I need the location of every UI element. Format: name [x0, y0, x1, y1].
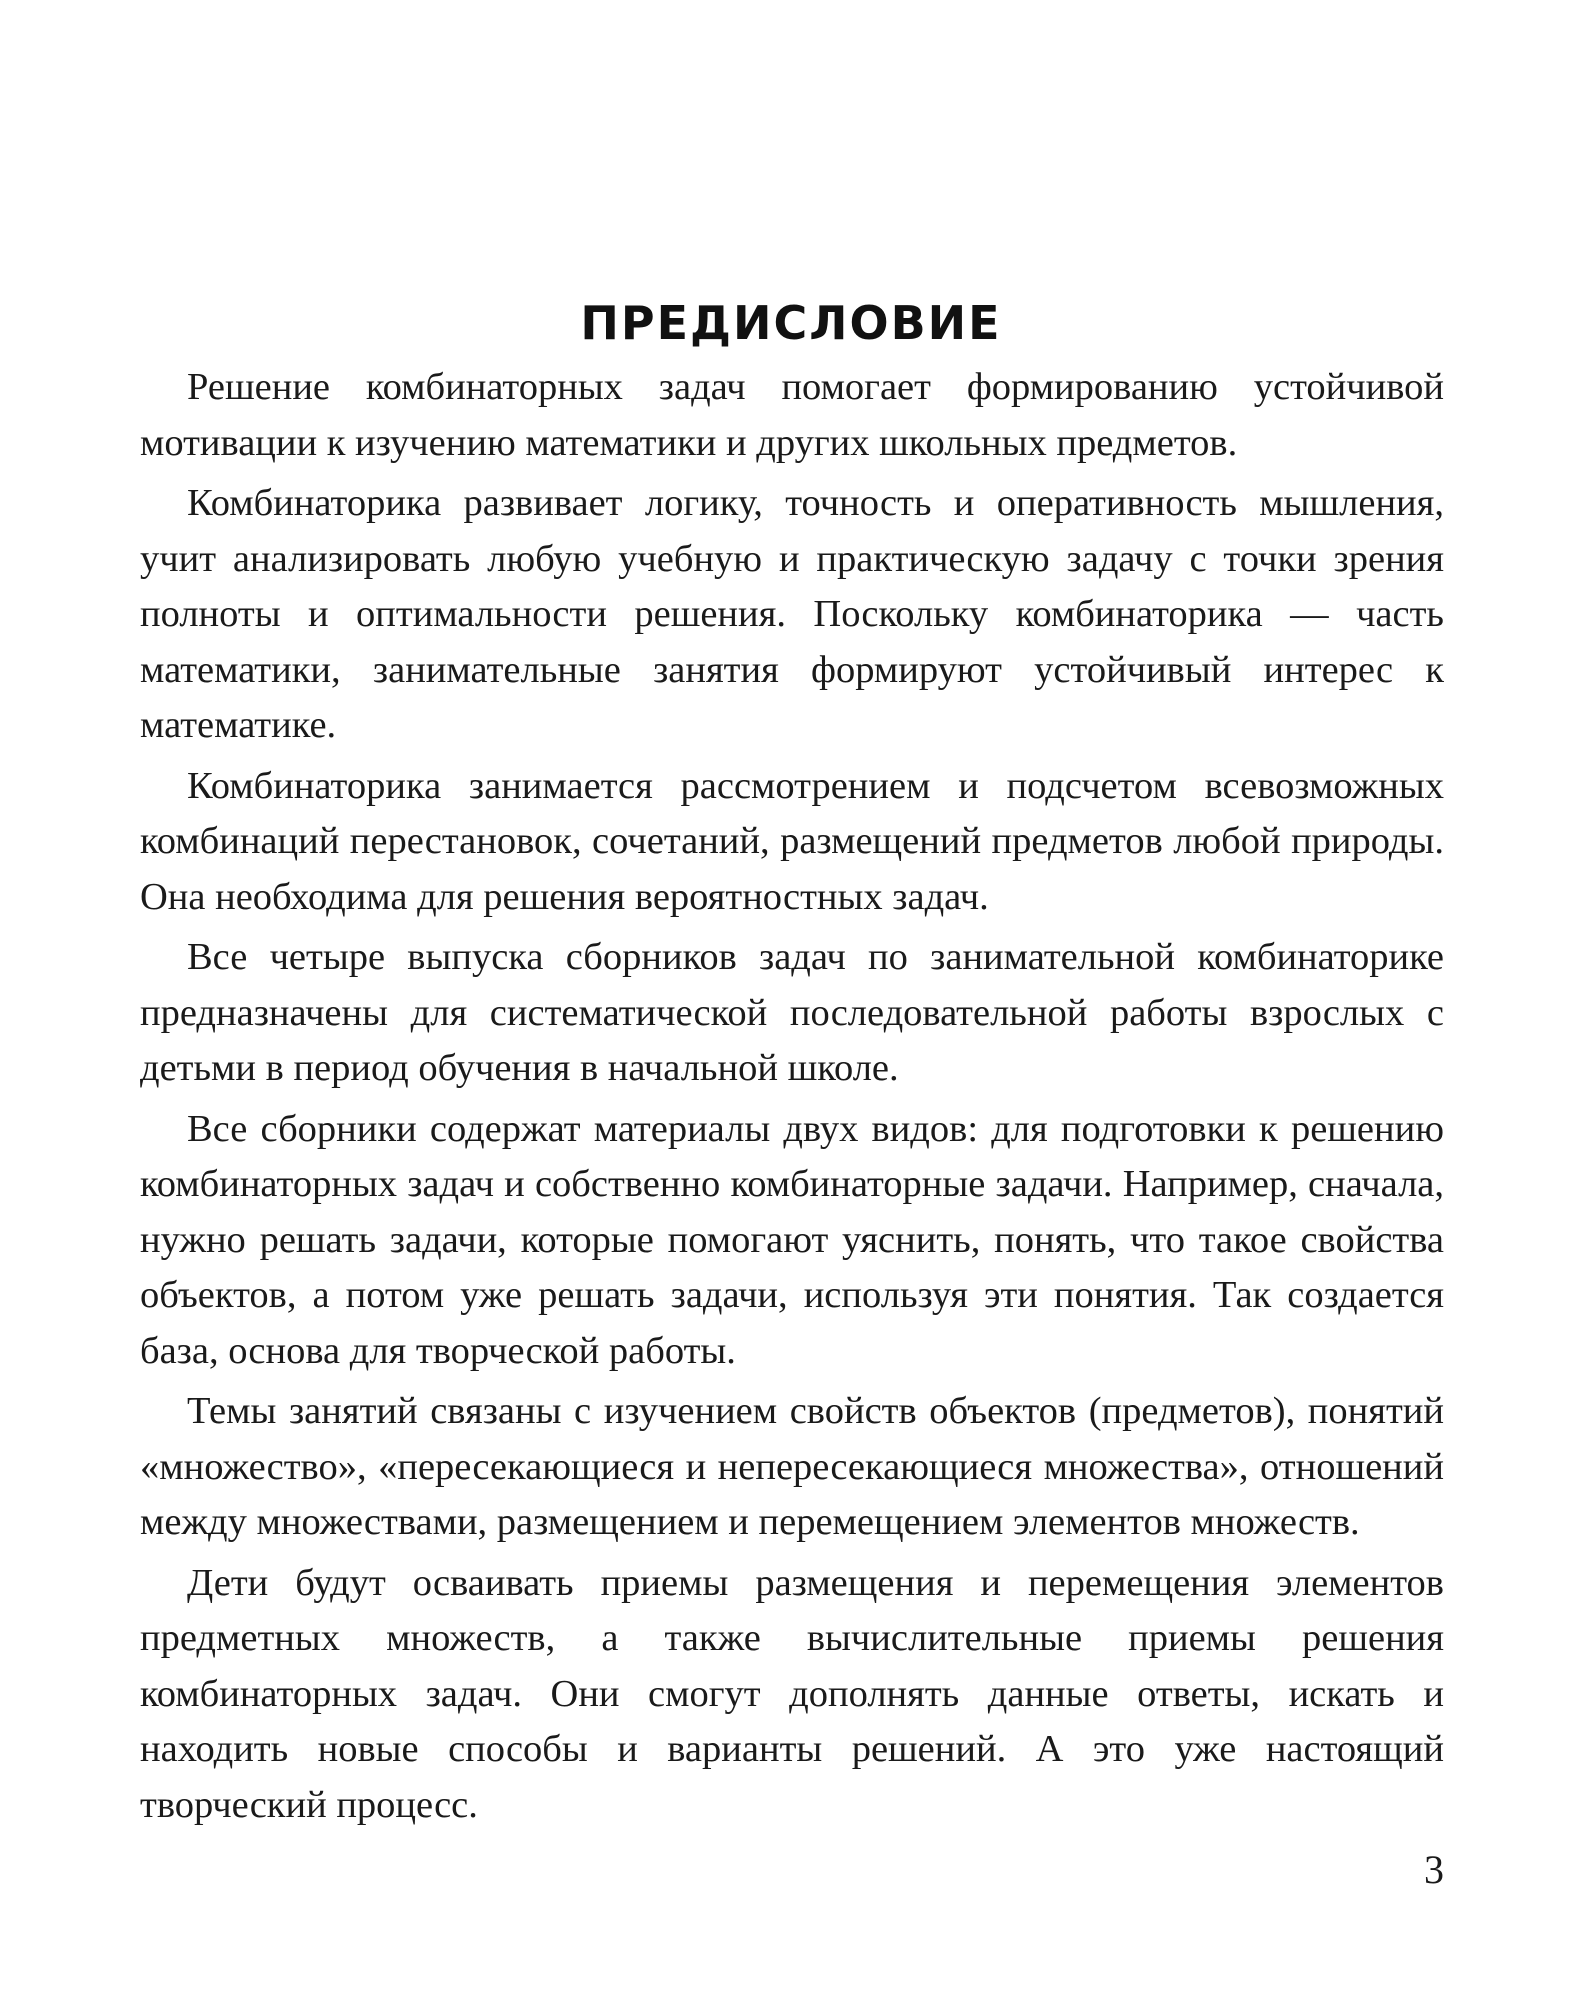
paragraph: Решение комбинаторных задач помогает формированию устойчивой мотивации к изучению математики и других школьных предметов. — [140, 366, 1444, 464]
paragraph: Все четыре выпуска сборников задач по занимательной комбинаторике предназначены для систематической последовательной работы взрослых с детьми в период обучения в начальной школе. — [140, 936, 1444, 1089]
paragraph: Дети будут осваивать приемы размещения и перемещения элементов предметных множеств, а также вычислительные приемы решения комбинаторных задач. Они смогут дополнять данные ответы, искать и находить новые способы и варианты решений. А это уже настоящий творческий процесс. — [140, 1561, 1444, 1826]
page-title: ПРЕДИСЛОВИЕ — [580, 296, 1002, 350]
paragraph: Темы занятий связаны с изучением свойств объектов (предметов), понятий «множество», «пересекающиеся и непересекающиеся множества», отношений между множествами, размещением и перемещением элементов множеств. — [140, 1390, 1444, 1543]
paragraph: Комбинаторика развивает логику, точность и оперативность мышления, учит анализировать любую учебную и практическую задачу с точки зрения полноты и оптимальности решения. Поскольку комбинаторика — часть математики, занимательные занятия формируют устойчивый интерес к математике. — [140, 482, 1444, 746]
paragraph: Комбинаторика занимается рассмотрением и подсчетом всевозможных комбинаций перестановок, сочетаний, размещений предметов любой природы. Она необходима для решения вероятностных задач. — [140, 764, 1444, 918]
body-text — [140, 360, 1444, 1838]
page-number: 3 — [1424, 1847, 1444, 1892]
paragraph: Все сборники содержат материалы двух видов: для подготовки к решению комбинаторных задач и собственно комбинаторные задачи. Например, сначала, нужно решать задачи, которые помогают уяснить, понять, что такое свойства объектов, а потом уже решать задачи, используя эти понятия. Так создается база, основа для творческой работы. — [140, 1107, 1444, 1372]
